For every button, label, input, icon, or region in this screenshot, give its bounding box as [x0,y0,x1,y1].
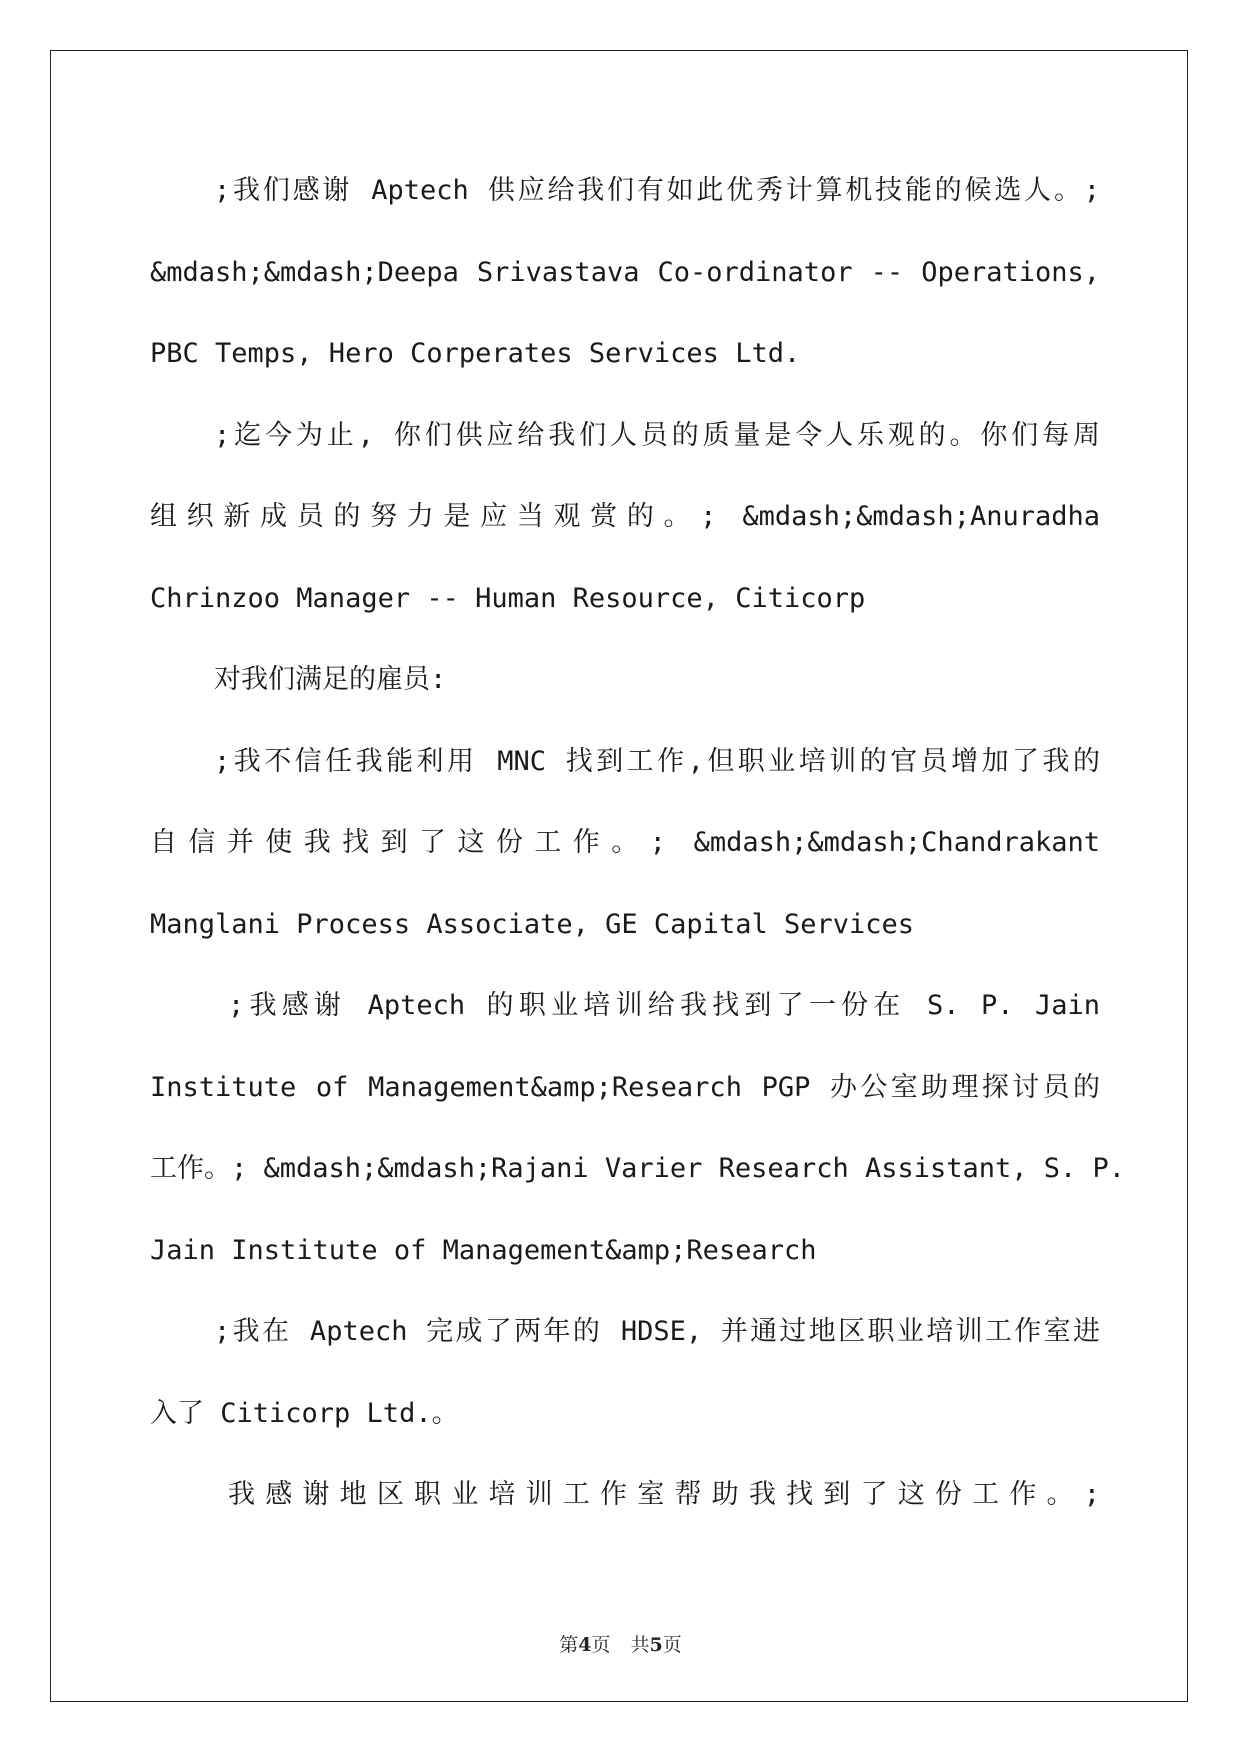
paragraph-2-line-1: ;迄今为止, 你们供应给我们人员的质量是令人乐观的。你们每周 [214,419,1100,451]
page-footer [0,1630,1241,1657]
footer-page-suffix: 页 [591,1634,611,1656]
paragraph-4-line-1: ;我不信任我能利用 MNC 找到工作,但职业培训的官员增加了我的 [214,745,1100,777]
paragraph-1-line-1: ;我们感谢 Aptech 供应给我们有如此优秀计算机技能的候选人。; [214,175,1100,206]
footer-total-pages: 5 [649,1634,663,1656]
paragraph-4-line-3: Manglani Process Associate, GE Capital Services [150,908,915,940]
paragraph-2-line-2: 组织新成员的努力是应当观赏的。; &mdash;&mdash;Anuradha [150,501,1100,532]
footer-total-suffix: 页 [662,1634,682,1656]
paragraph-5-line-4: Jain Institute of Management&amp;Research [150,1234,817,1266]
paragraph-5-line-2: Institute of Management&amp;Research PGP 办公室助理探讨员的 [150,1071,1100,1103]
paragraph-1-line-2: &mdash;&mdash;Deepa Srivastava Co-ordinator -- Operations, [150,256,1100,288]
paragraph-2-line-3: Chrinzoo Manager -- Human Resource, Citicorp [150,582,866,614]
paragraph-7-line-1: 我感谢地区职业培训工作室帮助我找到了这份工作。; [228,1479,1100,1510]
footer-page-prefix: 第 [559,1634,579,1656]
footer-page-number: 4 [578,1634,592,1656]
paragraph-6-line-2: 入了 Citicorp Ltd.。 [150,1397,459,1429]
footer-total-prefix: 共 [630,1634,650,1656]
document-body [150,150,1126,1536]
paragraph-4-line-2: 自信并使我找到了这份工作。; &mdash;&mdash;Chandrakant [150,827,1100,858]
paragraph-5-line-1: ;我感谢 Aptech 的职业培训给我找到了一份在 S. P. Jain [228,990,1100,1021]
paragraph-1-line-3: PBC Temps, Hero Corperates Services Ltd. [150,338,801,369]
paragraph-6-line-1: ;我在 Aptech 完成了两年的 HDSE, 并通过地区职业培训工作室进 [214,1316,1100,1347]
paragraph-5-line-3: 工作。; &mdash;&mdash;Rajani Varier Research Assistant, S. P. [150,1153,1126,1184]
paragraph-3-line-1: 对我们满足的雇员: [214,664,447,695]
